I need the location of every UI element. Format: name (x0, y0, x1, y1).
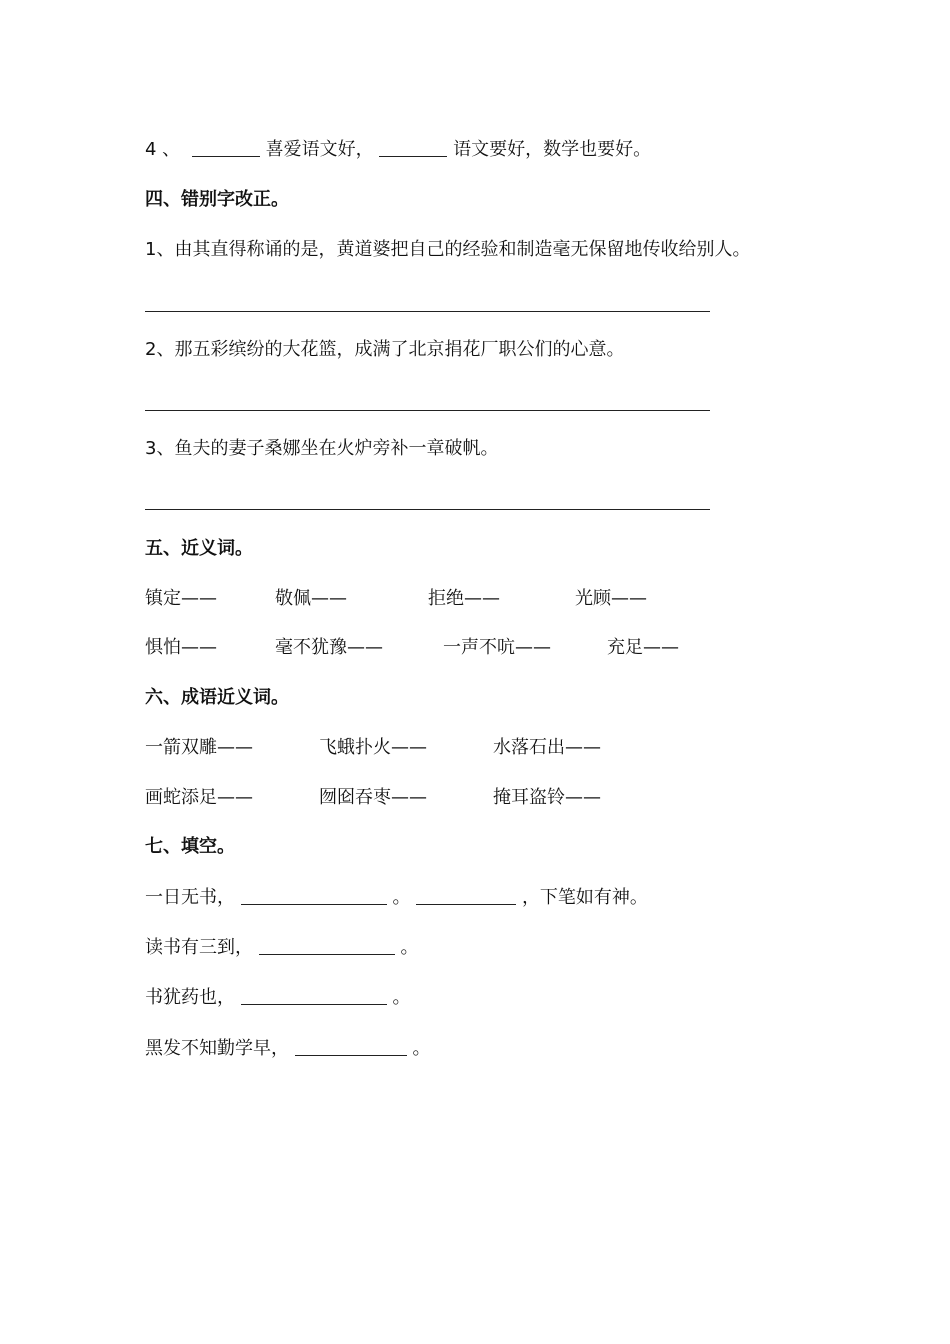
blank-field[interactable] (379, 138, 447, 157)
typo-sentence-2: 2、那五彩缤纷的大花篮，成满了北京捐花厂职公们的心意。 (145, 339, 625, 360)
typo-sentence-3: 3、鱼夫的妻子桑娜坐在火炉旁补一章破帆。 (145, 438, 499, 459)
fill-text: 书犹药也， (145, 987, 235, 1008)
section-heading-fill-in: 七、填空。 (145, 836, 235, 857)
fill-line-4 (145, 1037, 430, 1061)
synonym-prompt: 拒绝—— (428, 588, 500, 609)
blank-field[interactable] (192, 138, 260, 157)
answer-line-1[interactable] (145, 311, 710, 312)
blank-field[interactable] (295, 1037, 407, 1056)
idiom-prompt: 掩耳盗铃—— (493, 787, 601, 808)
synonym-prompt: 惧怕—— (145, 637, 217, 658)
fill-text: 一日无书， (145, 887, 235, 908)
fill-text: ，下笔如有神。 (521, 887, 648, 908)
synonym-prompt: 毫不犹豫—— (275, 637, 383, 658)
blank-field[interactable] (241, 886, 387, 905)
answer-line-2[interactable] (145, 410, 710, 411)
fill-text: 黑发不知勤学早， (145, 1038, 289, 1059)
fill-text: 。 (392, 887, 411, 908)
synonym-prompt: 敬佩—— (275, 588, 347, 609)
synonym-prompt: 光顾—— (575, 588, 647, 609)
item-text: 语文要好，数学也要好。 (453, 139, 652, 160)
fill-text: 。 (392, 987, 411, 1008)
fill-text: 。 (412, 1038, 431, 1059)
blank-field[interactable] (416, 886, 516, 905)
section-heading-synonyms: 五、近义词。 (145, 538, 253, 559)
fill-item-4 (145, 138, 651, 162)
fill-line-3 (145, 986, 410, 1010)
answer-line-3[interactable] (145, 509, 710, 510)
item-text: 喜爱语文好， (265, 139, 374, 160)
blank-field[interactable] (241, 986, 387, 1005)
section-heading-typo-correction: 四、错别字改正。 (145, 189, 289, 210)
idiom-prompt: 画蛇添足—— (145, 787, 253, 808)
synonym-prompt: 充足—— (607, 637, 679, 658)
synonym-prompt: 一声不吭—— (443, 637, 551, 658)
synonym-prompt: 镇定—— (145, 588, 217, 609)
fill-text: 。 (400, 937, 419, 958)
section-heading-idiom-synonyms: 六、成语近义词。 (145, 687, 289, 708)
item-number: 4 、 (145, 139, 181, 160)
fill-line-2 (145, 936, 418, 960)
idiom-prompt: 囫囵吞枣—— (319, 787, 427, 808)
typo-sentence-1: 1、由其直得称诵的是，黄道婆把自己的经验和制造毫无保留地传收给别人。 (145, 239, 751, 260)
blank-field[interactable] (259, 936, 395, 955)
idiom-prompt: 水落石出—— (493, 737, 601, 758)
fill-line-1 (145, 886, 648, 910)
idiom-prompt: 一箭双雕—— (145, 737, 253, 758)
idiom-prompt: 飞蛾扑火—— (319, 737, 427, 758)
fill-text: 读书有三到， (145, 937, 253, 958)
